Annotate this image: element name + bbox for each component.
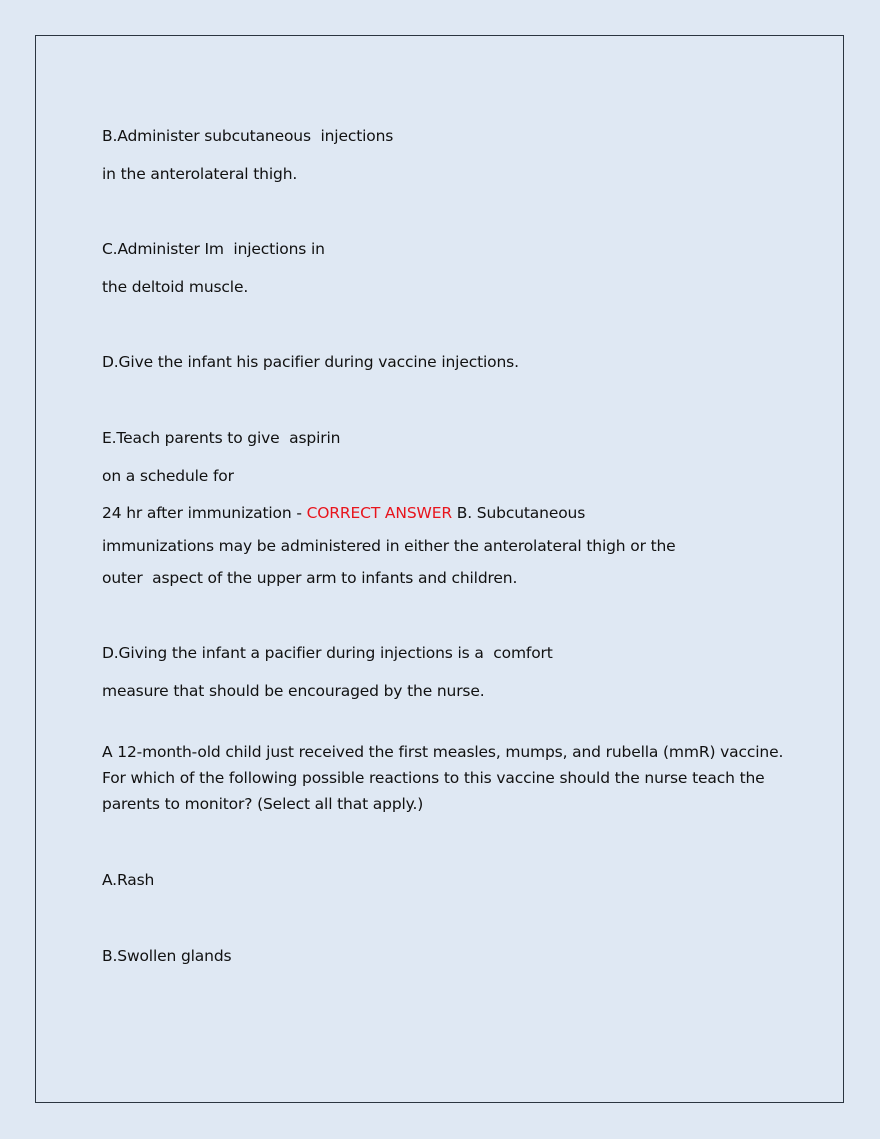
correct-answer-label: CORRECT ANSWER xyxy=(306,504,452,522)
answer-b: B.Swollen glands xyxy=(102,947,232,965)
rationale-line2: immunizations may be administered in either the anterolateral thigh or the xyxy=(102,537,676,555)
rationale-d-line2: measure that should be encouraged by the nurse. xyxy=(102,682,485,700)
rationale-line3: outer aspect of the upper arm to infants and children. xyxy=(102,569,518,587)
option-e-line1: E.Teach parents to give aspirin xyxy=(102,429,341,447)
question-line1: A 12-month-old child just received the first measles, mumps, and rubella (mmR) vaccine. xyxy=(102,743,784,761)
rationale-d-line1: D.Giving the infant a pacifier during injections is a comfort xyxy=(102,644,553,662)
option-d: D.Give the infant his pacifier during vaccine injections. xyxy=(102,353,519,371)
option-c-line2: the deltoid muscle. xyxy=(102,278,249,296)
question-line3: parents to monitor? (Select all that apply.) xyxy=(102,795,424,813)
option-b-line2: in the anterolateral thigh. xyxy=(102,165,298,183)
option-e-line3 xyxy=(102,503,585,523)
answer-a: A.Rash xyxy=(102,871,155,889)
option-c-line1: C.Administer Im injections in xyxy=(102,240,325,258)
option-b-line1: B.Administer subcutaneous injections xyxy=(102,127,394,145)
option-e-line2: on a schedule for xyxy=(102,467,234,485)
option-e-line3-suffix: B. Subcutaneous xyxy=(451,504,586,522)
question-line2: For which of the following possible reactions to this vaccine should the nurse teach the xyxy=(102,769,765,787)
option-e-line3-prefix: 24 hr after immunization - xyxy=(102,504,307,522)
